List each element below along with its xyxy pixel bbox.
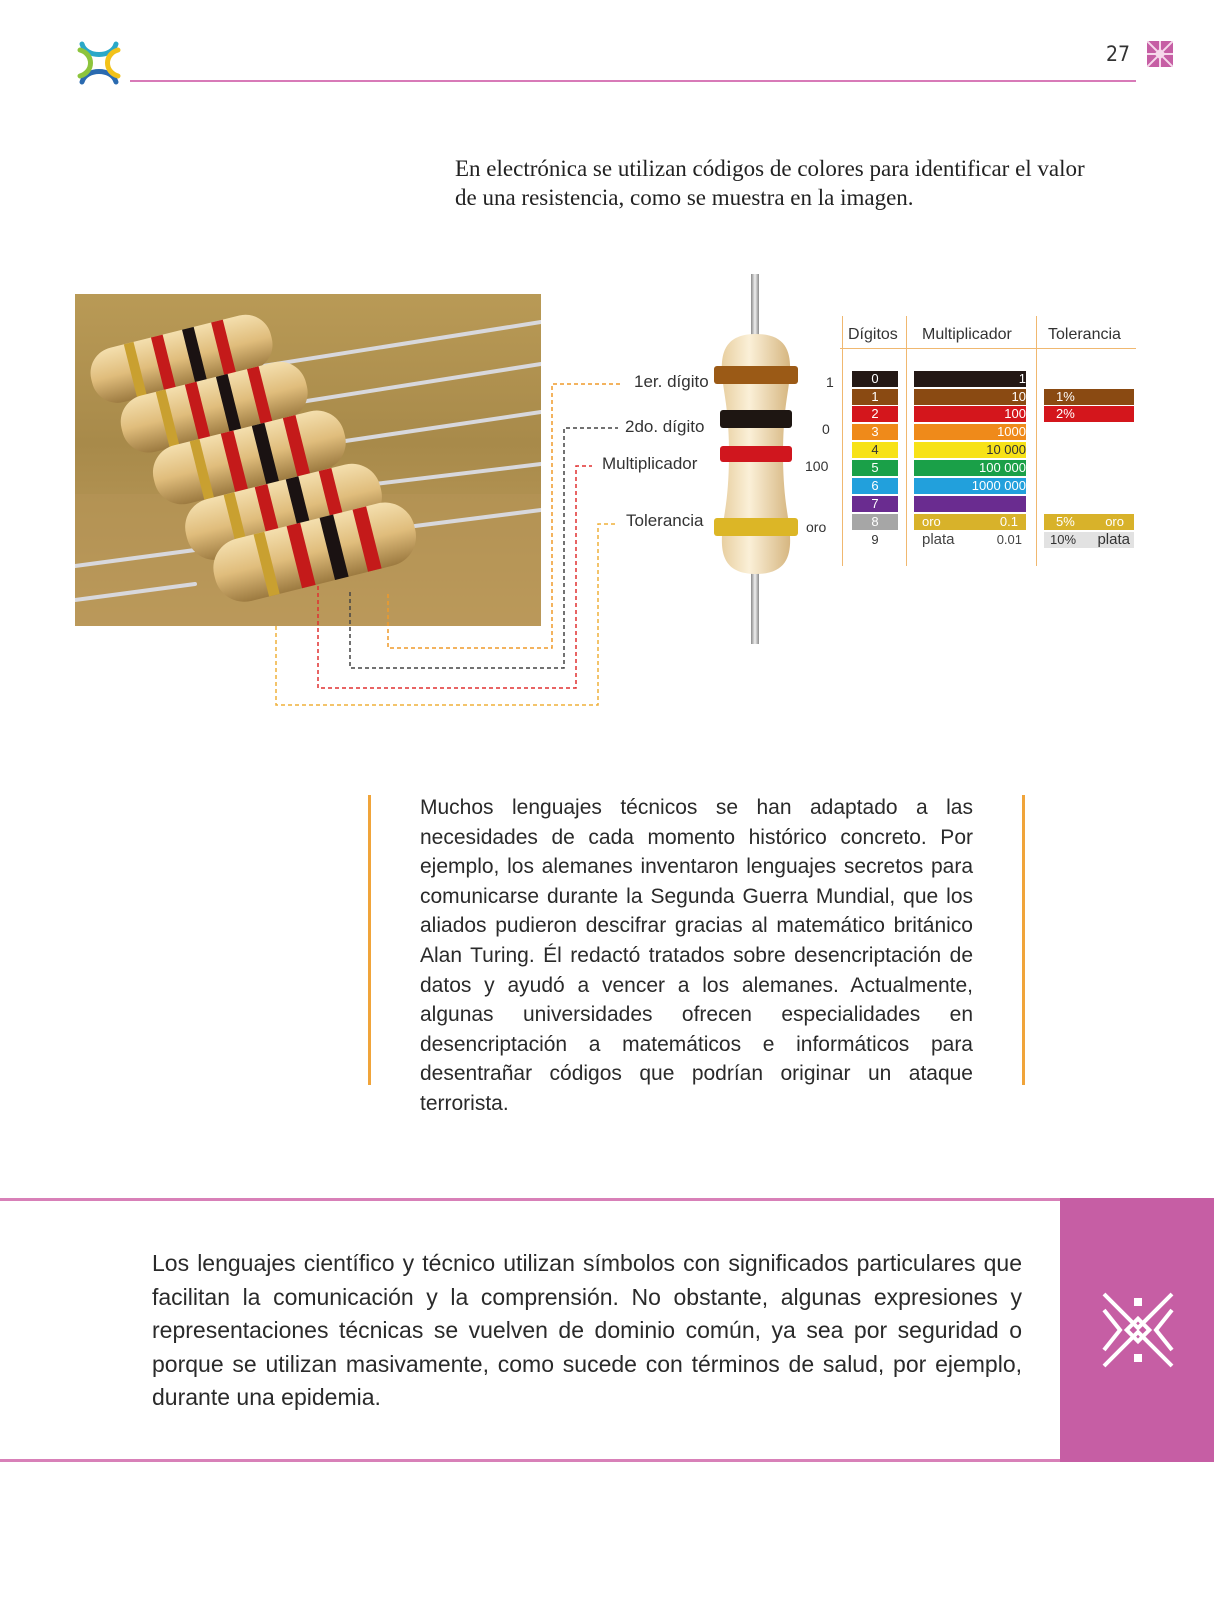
label-multiplier: Multiplicador [602, 454, 698, 473]
label-first-digit: 1er. dígito [634, 372, 709, 391]
multiplier-gold-name: oro [922, 514, 941, 529]
multiplier-cell: 1000 [914, 424, 1026, 440]
tolerance-gold-cell [1044, 514, 1134, 530]
footer-bottom-rule [0, 1459, 1060, 1462]
table-separator [906, 316, 907, 566]
readout-tolerance: oro [806, 519, 827, 535]
multiplier-silver-cell [914, 532, 1026, 548]
multiplier-silver-value: 0.01 [996, 532, 1022, 547]
label-tolerance: Tolerancia [626, 511, 704, 530]
digit-cell: 1 [852, 389, 898, 405]
footer-top-rule [0, 1198, 1060, 1201]
header-tolerance: Tolerancia [1048, 326, 1121, 343]
tolerance-cell: 1% [1044, 389, 1134, 405]
tolerance-gold-name: oro [1105, 514, 1124, 529]
multiplier-gold-cell [914, 514, 1026, 530]
digit-cell: 3 [852, 424, 898, 440]
tolerance-cell: 2% [1044, 406, 1134, 422]
readout-second-digit: 0 [822, 421, 830, 437]
header-digits: Dígitos [848, 326, 898, 343]
multiplier-gold-value: 0.1 [999, 514, 1018, 529]
digit-cell: 7 [852, 496, 898, 512]
digit-cell: 9 [852, 532, 898, 548]
table-separator [842, 316, 843, 566]
footer-text: Los lenguajes científico y técnico utilizan símbolos con significados particulares que facilitan la comunicación y la comprensión. No obstante, algunas expresiones y representaciones técnicas se vuelven de dominio común, ya sea por seguridad o porque se utilizan masivamente, como sucede con términos de salud, por ejemplo, durante una epidemia. [152, 1250, 1022, 1410]
digit-cell: 4 [852, 442, 898, 458]
history-box-text: Muchos lenguajes técnicos se han adaptado a las necesidades de cada momento histórico concreto. Por ejemplo, los alemanes inventaron lenguajes secretos para comunicarse durante la Segunda Guerra Mundial, que los aliados pudieron descifrar gracias al matemático británico Alan Turing. Él redactó tratados sobre desencriptación de datos y ayudó a vencer a los alemanes. Actualmente, algunas universidades ofrecen especialidades en desencriptación a matemáticos e informáticos para desentrañar códigos que podrían originar un ataque terrorista. [420, 796, 973, 1115]
multiplier-silver-name: plata [922, 531, 955, 548]
multiplier-cell: 10 000 [914, 442, 1026, 458]
resistor-drawing [706, 274, 806, 644]
intro-text: En electrónica se utilizan códigos de colores para identificar el valor de una resistencia, como se muestra en la imagen. [455, 156, 1085, 210]
table-header-rule [840, 348, 1136, 349]
page-number: 27 [1106, 42, 1131, 66]
tolerance-silver-name: plata [1097, 531, 1130, 548]
box-right-rule [1022, 795, 1025, 1085]
label-second-digit: 2do. dígito [625, 417, 705, 436]
multiplier-cell: 1000 000 [914, 478, 1026, 494]
multiplier-cell: 10 [914, 389, 1026, 405]
digit-cell: 0 [852, 371, 898, 387]
multiplier-cell [914, 496, 1026, 512]
header-multiplier: Multiplicador [922, 326, 1012, 343]
digit-cell: 5 [852, 460, 898, 476]
table-separator [1036, 316, 1037, 566]
readout-first-digit: 1 [826, 374, 834, 390]
tolerance-silver-cell [1044, 532, 1134, 548]
readout-multiplier: 100 [805, 458, 829, 474]
multiplier-cell: 100 [914, 406, 1026, 422]
digit-cell: 6 [852, 478, 898, 494]
multiplier-cell: 1 [914, 371, 1026, 387]
digit-cell: 8 [852, 514, 898, 530]
multiplier-cell: 100 000 [914, 460, 1026, 476]
white-pattern-icon [1100, 1290, 1176, 1370]
box-left-rule [368, 795, 371, 1085]
footer-pink-panel [1060, 1198, 1214, 1462]
digit-cell: 2 [852, 406, 898, 422]
tolerance-gold-value: 5% [1056, 514, 1075, 529]
tolerance-silver-value: 10% [1050, 532, 1077, 547]
